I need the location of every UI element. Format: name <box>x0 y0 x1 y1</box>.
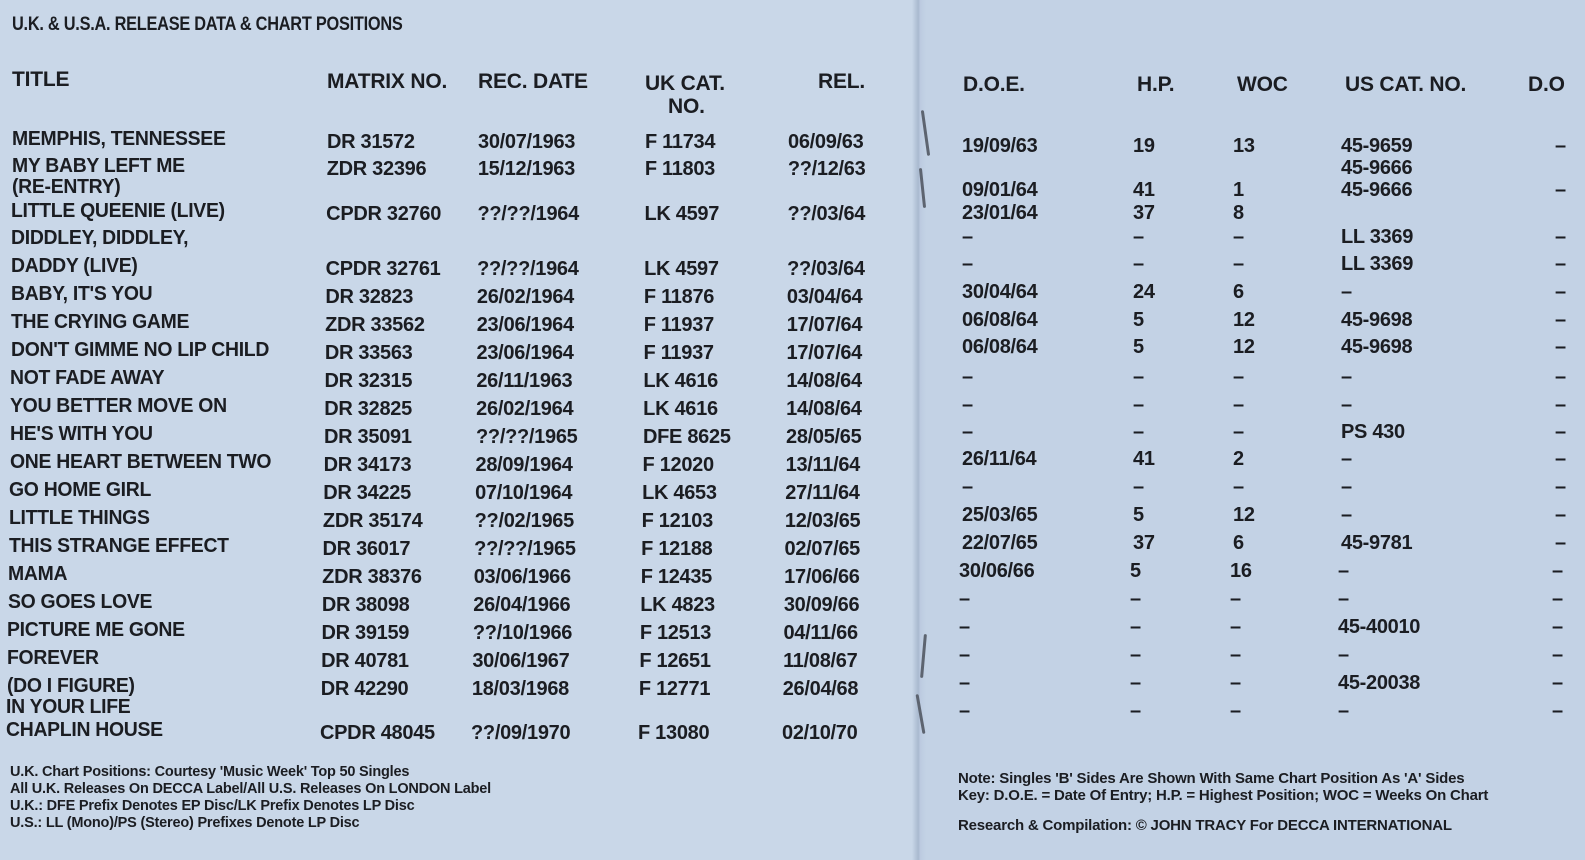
us-doe-cell: – <box>1555 253 1566 275</box>
rec-date-cell: 30/07/1963 <box>478 131 576 153</box>
doe-cell: – <box>962 253 973 275</box>
rec-date-cell: 26/11/1963 <box>476 370 573 392</box>
us-cat-cell: LL 3369 <box>1341 253 1414 275</box>
matrix-cell: DR 32823 <box>325 286 414 308</box>
doe-cell: – <box>959 644 970 666</box>
matrix-cell: DR 39159 <box>321 622 410 644</box>
hp-cell: 5 <box>1133 336 1144 358</box>
rec-date-cell: ??/10/1966 <box>472 622 573 644</box>
rel-date-cell: 12/03/65 <box>784 510 861 532</box>
rec-date-cell: 30/06/1967 <box>472 650 570 672</box>
doe-cell: – <box>959 672 970 694</box>
title-cell: LITTLE THINGS <box>8 507 150 529</box>
us-doe-cell: – <box>1555 366 1566 388</box>
rel-date-cell: 27/11/64 <box>785 482 860 504</box>
rel-date-cell: 30/09/66 <box>783 594 860 616</box>
hp-cell: – <box>1130 672 1141 694</box>
us-cat-cell: 45-9666 <box>1341 157 1413 179</box>
doe-cell: 23/01/64 <box>962 202 1038 224</box>
matrix-cell: DR 36017 <box>322 538 411 560</box>
rel-date-cell: ??/12/63 <box>787 158 866 180</box>
woc-cell: 2 <box>1233 448 1244 470</box>
title-cell: DIDDLEY, DIDDLEY, <box>11 227 189 249</box>
us-cat-cell: – <box>1338 644 1349 666</box>
us-cat-cell: 45-9666 <box>1341 179 1413 201</box>
woc-cell: – <box>1230 588 1241 610</box>
header-uk-cat: UK CAT. <box>645 72 725 95</box>
us-doe-cell: – <box>1552 560 1563 582</box>
hp-cell: – <box>1133 421 1144 443</box>
us-doe-cell: – <box>1555 179 1566 201</box>
woc-cell: – <box>1230 700 1241 722</box>
rel-date-cell: ??/03/64 <box>787 203 866 225</box>
us-doe-cell: – <box>1555 476 1566 498</box>
matrix-cell: ZDR 33562 <box>325 314 425 336</box>
hp-cell: – <box>1130 616 1141 638</box>
rec-date-cell: ??/??/1964 <box>477 258 579 280</box>
rec-date-cell: ??/02/1965 <box>474 510 574 532</box>
hp-cell: 19 <box>1133 135 1155 157</box>
us-doe-cell: – <box>1555 226 1566 248</box>
doe-cell: 09/01/64 <box>962 179 1038 201</box>
us-cat-cell: – <box>1341 281 1352 303</box>
matrix-cell: DR 42290 <box>320 678 409 700</box>
header-rec-date: REC. DATE <box>478 70 588 93</box>
matrix-cell: ZDR 35174 <box>322 510 423 532</box>
woc-cell: 16 <box>1230 560 1252 582</box>
header-doe: D.O.E. <box>963 73 1025 96</box>
doe-cell: – <box>962 476 973 498</box>
rec-date-cell: 26/02/1964 <box>476 286 575 308</box>
title-cell: FOREVER <box>7 647 99 669</box>
rec-date-cell: ??/??/1965 <box>476 426 578 448</box>
woc-cell: – <box>1230 672 1241 694</box>
hp-cell: 41 <box>1133 448 1155 470</box>
title-cell: PICTURE ME GONE <box>7 619 186 641</box>
matrix-cell: CPDR 32760 <box>326 203 442 225</box>
uk-cat-cell: F 11937 <box>643 314 714 336</box>
matrix-cell: CPDR 32761 <box>325 258 441 280</box>
rel-date-cell: 14/08/64 <box>786 398 862 420</box>
uk-cat-cell: F 11937 <box>643 342 714 364</box>
us-cat-cell: 45-9698 <box>1341 336 1413 358</box>
woc-cell: 8 <box>1233 202 1244 224</box>
note-left-2: All U.K. Releases On DECCA Label/All U.S. Releases On LONDON Label <box>10 781 492 797</box>
title-cell: LITTLE QUEENIE (LIVE) <box>11 200 226 222</box>
header-title: TITLE <box>12 68 70 91</box>
matrix-cell: DR 34173 <box>323 454 412 476</box>
us-cat-cell: 45-9659 <box>1341 135 1413 157</box>
right-page <box>918 0 1585 860</box>
rec-date-cell: 15/12/1963 <box>477 158 575 180</box>
rel-date-cell: 26/04/68 <box>782 678 859 700</box>
rel-date-cell: ??/03/64 <box>787 258 865 280</box>
rel-date-cell: 13/11/64 <box>785 454 860 476</box>
header-us-cat: US CAT. NO. <box>1345 73 1467 96</box>
uk-cat-cell: DFE 8625 <box>643 426 731 448</box>
us-cat-cell: – <box>1338 588 1349 610</box>
rel-date-cell: 17/07/64 <box>786 342 862 364</box>
rec-date-cell: ??/??/1964 <box>477 203 579 225</box>
uk-cat-cell: F 12020 <box>642 454 714 476</box>
title-cell: DON'T GIMME NO LIP CHILD <box>10 339 269 361</box>
note-left-4: U.S.: LL (Mono)/PS (Stereo) Prefixes Denote LP Disc <box>10 815 360 831</box>
doe-cell: 19/09/63 <box>962 135 1038 157</box>
credit-line: Research & Compilation: © JOHN TRACY For DECCA INTERNATIONAL <box>958 817 1452 834</box>
us-cat-cell: PS 430 <box>1341 421 1405 443</box>
us-cat-cell: 45-40010 <box>1338 616 1421 638</box>
title-cell: MY BABY LEFT ME <box>11 155 185 177</box>
header-matrix: MATRIX NO. <box>327 70 448 93</box>
title-cell: CHAPLIN HOUSE <box>6 719 163 741</box>
title-cell: (RE-ENTRY) <box>11 176 121 198</box>
rel-date-cell: 28/05/65 <box>786 426 862 448</box>
uk-cat-cell: LK 4597 <box>644 203 720 225</box>
uk-cat-cell: LK 4597 <box>644 258 719 280</box>
woc-cell: 6 <box>1233 281 1244 303</box>
us-cat-cell: 45-9781 <box>1341 532 1413 554</box>
woc-cell: – <box>1233 226 1244 248</box>
rec-date-cell: 28/09/1964 <box>475 454 573 476</box>
uk-cat-cell: LK 4823 <box>640 594 715 616</box>
note-left-3: U.K.: DFE Prefix Denotes EP Disc/LK Prefix Denotes LP Disc <box>10 798 415 814</box>
title-cell: MEMPHIS, TENNESSEE <box>12 128 226 150</box>
rel-date-cell: 04/11/66 <box>783 622 858 644</box>
us-cat-cell: – <box>1338 700 1349 722</box>
hp-cell: – <box>1133 253 1144 275</box>
hp-cell: – <box>1130 644 1141 666</box>
hp-cell: 37 <box>1133 532 1155 554</box>
title-cell: (DO I FIGURE) <box>6 675 135 697</box>
doe-cell: 06/08/64 <box>962 336 1038 358</box>
title-cell: BABY, IT'S YOU <box>10 283 153 305</box>
doe-cell: – <box>962 421 973 443</box>
rec-date-cell: 26/04/1966 <box>473 594 571 616</box>
doe-cell: 22/07/65 <box>962 532 1038 554</box>
woc-cell: 12 <box>1233 309 1255 331</box>
doe-cell: 06/08/64 <box>962 309 1038 331</box>
us-doe-cell: – <box>1555 336 1566 358</box>
us-doe-cell: – <box>1552 644 1563 666</box>
woc-cell: 12 <box>1233 504 1255 526</box>
matrix-cell: CPDR 48045 <box>320 722 435 744</box>
matrix-cell: DR 32825 <box>324 398 412 420</box>
rec-date-cell: 07/10/1964 <box>475 482 573 504</box>
matrix-cell: DR 40781 <box>321 650 409 672</box>
us-cat-cell: – <box>1341 448 1352 470</box>
uk-cat-cell: F 12771 <box>638 678 711 700</box>
hp-cell: 5 <box>1133 309 1144 331</box>
us-doe-cell: – <box>1552 588 1563 610</box>
doe-cell: – <box>962 366 973 388</box>
uk-cat-cell: F 11734 <box>645 131 716 153</box>
doe-cell: 25/03/65 <box>962 504 1038 526</box>
us-doe-cell: – <box>1555 281 1566 303</box>
uk-cat-cell: F 12651 <box>639 650 711 672</box>
hp-cell: – <box>1133 226 1144 248</box>
hp-cell: 5 <box>1130 560 1141 582</box>
title-cell: SO GOES LOVE <box>7 591 153 613</box>
rec-date-cell: 26/02/1964 <box>476 398 574 420</box>
woc-cell: 6 <box>1233 532 1244 554</box>
woc-cell: – <box>1233 476 1244 498</box>
title-cell: NOT FADE AWAY <box>10 367 165 389</box>
rec-date-cell: 18/03/1968 <box>471 678 570 700</box>
matrix-cell: DR 31572 <box>327 131 415 153</box>
matrix-cell: DR 32315 <box>324 370 413 392</box>
matrix-cell: DR 34225 <box>323 482 411 504</box>
title-cell: THE CRYING GAME <box>10 311 189 333</box>
hp-cell: 37 <box>1133 202 1155 224</box>
title-cell: THIS STRANGE EFFECT <box>8 535 229 557</box>
woc-cell: – <box>1230 616 1241 638</box>
us-doe-cell: – <box>1555 532 1566 554</box>
uk-cat-cell: F 12103 <box>641 510 713 532</box>
title-cell: GO HOME GIRL <box>9 479 152 501</box>
note-left-1: U.K. Chart Positions: Courtesy 'Music Week' Top 50 Singles <box>10 764 410 780</box>
us-doe-cell: – <box>1555 309 1566 331</box>
us-cat-cell: – <box>1341 476 1352 498</box>
rel-date-cell: 02/10/70 <box>782 722 858 744</box>
us-doe-cell: – <box>1555 421 1566 443</box>
hp-cell: – <box>1133 366 1144 388</box>
title-cell: HE'S WITH YOU <box>10 423 153 445</box>
us-doe-cell: – <box>1552 616 1563 638</box>
doe-cell: – <box>962 226 973 248</box>
rel-date-cell: 06/09/63 <box>788 131 864 153</box>
doe-cell: 30/06/66 <box>959 560 1035 582</box>
title-cell: MAMA <box>8 563 68 585</box>
hp-cell: – <box>1133 394 1144 416</box>
matrix-cell: ZDR 38376 <box>322 566 422 588</box>
woc-cell: 1 <box>1233 179 1244 201</box>
rec-date-cell: ??/??/1965 <box>474 538 576 560</box>
title-cell: YOU BETTER MOVE ON <box>10 395 227 417</box>
header-rel: REL. <box>818 70 866 93</box>
hp-cell: – <box>1130 588 1141 610</box>
uk-cat-cell: F 11876 <box>643 286 715 308</box>
doe-cell: – <box>959 616 970 638</box>
doe-cell: – <box>962 394 973 416</box>
rec-date-cell: ??/09/1970 <box>471 722 571 744</box>
doe-cell: 26/11/64 <box>962 448 1037 470</box>
us-doe-cell: – <box>1552 700 1563 722</box>
header-hp: H.P. <box>1137 73 1175 96</box>
uk-cat-cell: F 12513 <box>639 622 712 644</box>
us-cat-cell: – <box>1341 394 1352 416</box>
header-uk-cat-no: NO. <box>668 95 705 118</box>
matrix-cell: DR 38098 <box>321 594 410 616</box>
rel-date-cell: 17/07/64 <box>786 314 863 336</box>
uk-cat-cell: LK 4616 <box>643 398 718 420</box>
title-cell: DADDY (LIVE) <box>11 255 138 277</box>
rel-date-cell: 14/08/64 <box>786 370 862 392</box>
uk-cat-cell: F 11803 <box>644 158 715 180</box>
us-doe-cell: – <box>1555 448 1566 470</box>
hp-cell: – <box>1133 476 1144 498</box>
us-cat-cell: LL 3369 <box>1341 226 1414 248</box>
us-cat-cell: 45-20038 <box>1338 672 1421 694</box>
matrix-cell: ZDR 32396 <box>326 158 427 180</box>
rel-date-cell: 02/07/65 <box>784 538 860 560</box>
uk-cat-cell: F 12188 <box>641 538 713 560</box>
title-cell: IN YOUR LIFE <box>6 696 131 718</box>
matrix-cell: DR 33563 <box>324 342 413 364</box>
uk-cat-cell: F 13080 <box>638 722 710 744</box>
woc-cell: – <box>1233 421 1244 443</box>
us-doe-cell: – <box>1555 135 1566 157</box>
rec-date-cell: 03/06/1966 <box>473 566 571 588</box>
doe-cell: 30/04/64 <box>962 281 1038 303</box>
us-doe-cell: – <box>1555 504 1566 526</box>
doe-cell: – <box>959 700 970 722</box>
rec-date-cell: 23/06/1964 <box>476 314 574 336</box>
note-right-1: Note: Singles 'B' Sides Are Shown With Same Chart Position As 'A' Sides <box>958 770 1465 787</box>
uk-cat-cell: LK 4653 <box>642 482 717 504</box>
us-cat-cell: – <box>1338 560 1349 582</box>
hp-cell: 41 <box>1133 179 1155 201</box>
uk-cat-cell: F 12435 <box>640 566 713 588</box>
header-us-doe: D.O <box>1528 73 1565 96</box>
hp-cell: – <box>1130 700 1141 722</box>
rel-date-cell: 17/06/66 <box>784 566 860 588</box>
us-cat-cell: – <box>1341 366 1352 388</box>
rec-date-cell: 23/06/1964 <box>476 342 574 364</box>
woc-cell: – <box>1233 394 1244 416</box>
woc-cell: 12 <box>1233 336 1255 358</box>
hp-cell: 24 <box>1133 281 1155 303</box>
rel-date-cell: 03/04/64 <box>786 286 863 308</box>
woc-cell: – <box>1233 253 1244 275</box>
header-woc: WOC <box>1237 73 1288 96</box>
doe-cell: – <box>959 588 970 610</box>
rel-date-cell: 11/08/67 <box>783 650 858 672</box>
us-doe-cell: – <box>1552 672 1563 694</box>
page-title: U.K. & U.S.A. RELEASE DATA & CHART POSITIONS <box>12 14 403 35</box>
note-right-2: Key: D.O.E. = Date Of Entry; H.P. = Highest Position; WOC = Weeks On Chart <box>958 787 1489 804</box>
woc-cell: 13 <box>1233 135 1255 157</box>
matrix-cell: DR 35091 <box>324 426 412 448</box>
uk-cat-cell: LK 4616 <box>643 370 718 392</box>
title-cell: ONE HEART BETWEEN TWO <box>9 451 271 473</box>
hp-cell: 5 <box>1133 504 1144 526</box>
us-cat-cell: – <box>1341 504 1352 526</box>
woc-cell: – <box>1230 644 1241 666</box>
us-doe-cell: – <box>1555 394 1566 416</box>
us-cat-cell: 45-9698 <box>1341 309 1413 331</box>
woc-cell: – <box>1233 366 1244 388</box>
